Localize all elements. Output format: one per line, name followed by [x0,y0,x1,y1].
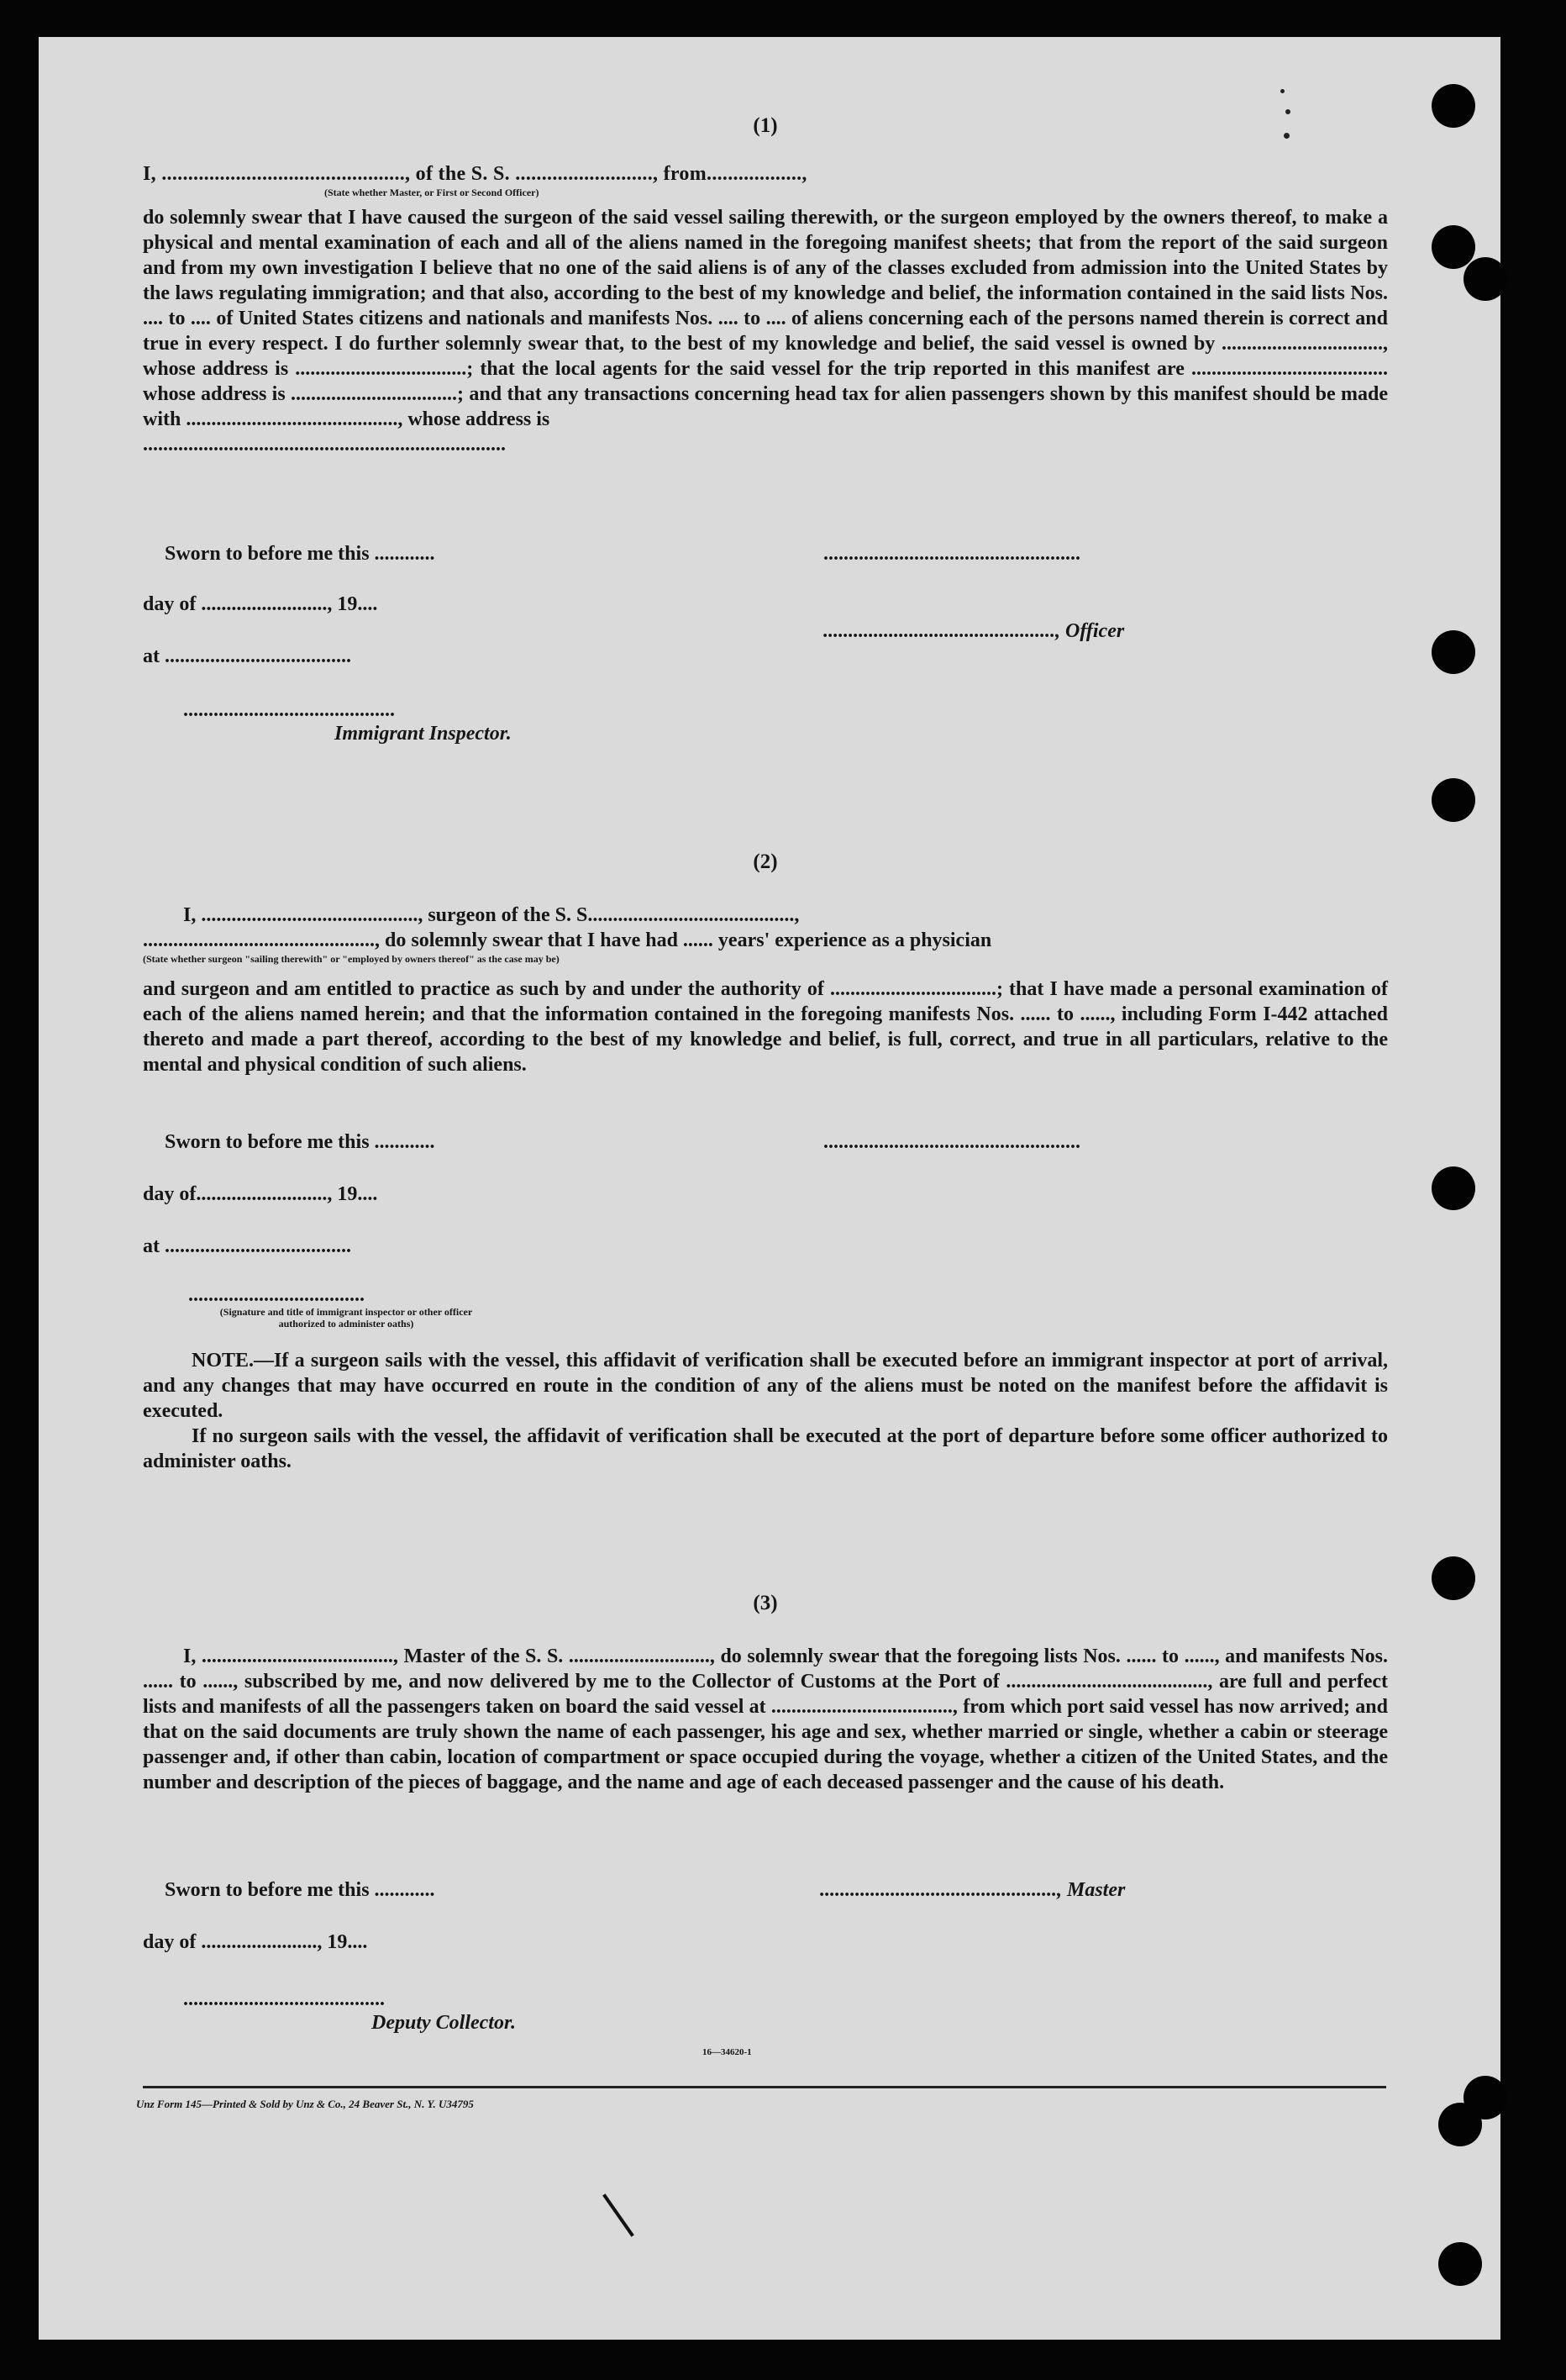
section-1 [143,114,1388,138]
section-1-opening [143,161,1388,198]
section-2-oath-text: and surgeon and am entitled to practice as such by and under the authority of .................................; that I have made a personal examination of each of the aliens named herein; and that the information contained in the foregoing manifests Nos. ...... to ......, including Form I-442 attached thereto and made a part thereof, according to the best of my knowledge and belief, is full, correct, and true in all particulars, relative to the mental and physical condition of such aliens. [143,978,1388,1076]
section-3-number: (3) [753,1592,778,1614]
punch-hole [1438,2103,1482,2146]
section-3-body [143,1644,1388,1795]
section-2-day: day of.........................., 19.... [143,1183,378,1205]
ink-speck [1285,109,1290,114]
section-1-at: at ..................................... [143,645,351,667]
section-2 [143,850,1388,874]
ink-stroke-mark [602,2193,634,2236]
section-3-oath-text: I, ......................................, Master of the S. S. ............................, do solemnly swear that the foregoing lists Nos. ...... to ......, and manifests Nos. ...... to ......, subscribed by me, and now delivered by me to the Collector of Customs at the Port of ........................................, are full and perfect lists and manifests of all the passengers taken on board the said vessel at ...................................., from which port said vessel has now arrived; and that on the said documents are truly shown the name of each passenger, his age and sex, whether married or single, whether a cabin or steerage passenger and, if other than cabin, location of compartment or space occupied during the voyage, whether a citizen of the United States, and the number and description of the pieces of baggage, and the name and age of each deceased passenger and the cause of his death. [143,1645,1388,1793]
punch-hole [1432,84,1475,128]
section-2-sworn: Sworn to before me this ............ [165,1131,435,1153]
section-1-day: day of ........................., 19.... [143,593,378,615]
section-3-day: day of ......................., 19.... [143,1931,368,1953]
section-3-collector-line: ........................................ [183,1988,385,2010]
section-1-opening-line: I, .............................................., of the S. S. .........................., from.................., [143,163,807,185]
punch-hole [1432,630,1475,674]
printer-footer: Unz Form 145—Printed & Sold by Unz & Co., 24 Beaver St., N. Y. U34795 [136,2098,474,2110]
note-surgeon-sails: NOTE.—If a surgeon sails with the vessel, this affidavit of verification shall be executed before an immigrant inspector at port of arrival, and any changes that may have occurred en route in the condition of any of the aliens must be noted on the manifest before the affidavit is executed. [143,1350,1388,1422]
section-2-surgeon-note: (State whether surgeon "sailing therewith" or "employed by owners thereof" as the case may be) [143,953,560,965]
section-2-signature-line: ................................................... [823,1131,1080,1153]
section-2-body [143,977,1388,1077]
section-1-oath-tail: ........................................................................ [143,434,506,455]
section-1-oath-text: do solemnly swear that I have caused the surgeon of the said vessel sailing therewith, or the surgeon employed by the owners thereof, to make a physical and mental examination of each and all of the aliens named in the foregoing manifest sheets; that from the report of the said surgeon and from my own investigation I believe that no one of the said aliens is of any of the classes excluded from admission into the United States by the laws regulating immigration; and that also, according to the best of my knowledge and belief, the information contained in the said lists Nos. .... to .... of United States citizens and nationals and manifests Nos. .... to .... of aliens concerning each of the persons named therein is correct and true in every respect. I do further solemnly swear that, to the best of my knowledge and belief, the said vessel is owned by ................................, whose address is ..................................; that the local agents for the said vessel for the trip reported in this manifest are ....................................... whose address is .................................; and that any transactions concerning head tax for alien passengers shown by this manifest should be made with .........................................., whose address is [143,207,1388,430]
section-1-inspector-line: .......................................... [183,699,395,721]
section-3-master-line: ..............................................., Master [820,1879,1126,1901]
punch-hole [1432,225,1475,269]
manifest-back-page [39,37,1500,2340]
section-1-inspector-label: Immigrant Inspector. [334,723,512,745]
section-2-line-1: I, ..........................................., surgeon of the S. S........................................., [183,904,800,926]
footer-divider [143,2086,1386,2088]
punch-hole [1432,1556,1475,1600]
punch-hole [1464,257,1507,301]
punch-hole [1438,2242,1482,2286]
punch-hole [1432,778,1475,822]
punch-hole [1432,1166,1475,1210]
section-3 [143,1592,1388,1615]
section-2-at: at ..................................... [143,1235,351,1257]
section-2-number: (2) [753,850,778,873]
section-1-number: (1) [753,114,778,137]
form-number: 16—34620-1 [702,2047,752,2057]
section-2-notes [143,1348,1388,1474]
section-2-inspector-note: (Signature and title of immigrant inspector or other officer authorized to administer oaths) [219,1306,473,1330]
section-3-sworn: Sworn to before me this ............ [165,1879,435,1901]
section-2-line-2: .............................................., do solemnly swear that I have had ...... years' experience as a physician [143,929,992,951]
section-1-sworn: Sworn to before me this ............ [165,543,435,565]
section-1-signature-line: ................................................... [823,543,1080,565]
ink-speck [1280,89,1285,93]
section-3-collector-label: Deputy Collector. [371,2012,516,2034]
section-1-body [143,205,1388,457]
section-2-inspector-line: ................................... [188,1284,365,1306]
section-1-officer-line: .............................................., Officer [823,620,1125,642]
ink-speck [1284,133,1290,139]
note-no-surgeon: If no surgeon sails with the vessel, the affidavit of verification shall be executed at the port of departure before some officer authorized to administer oaths. [143,1425,1388,1472]
section-1-officer-note: (State whether Master, or First or Second Officer) [324,187,539,198]
